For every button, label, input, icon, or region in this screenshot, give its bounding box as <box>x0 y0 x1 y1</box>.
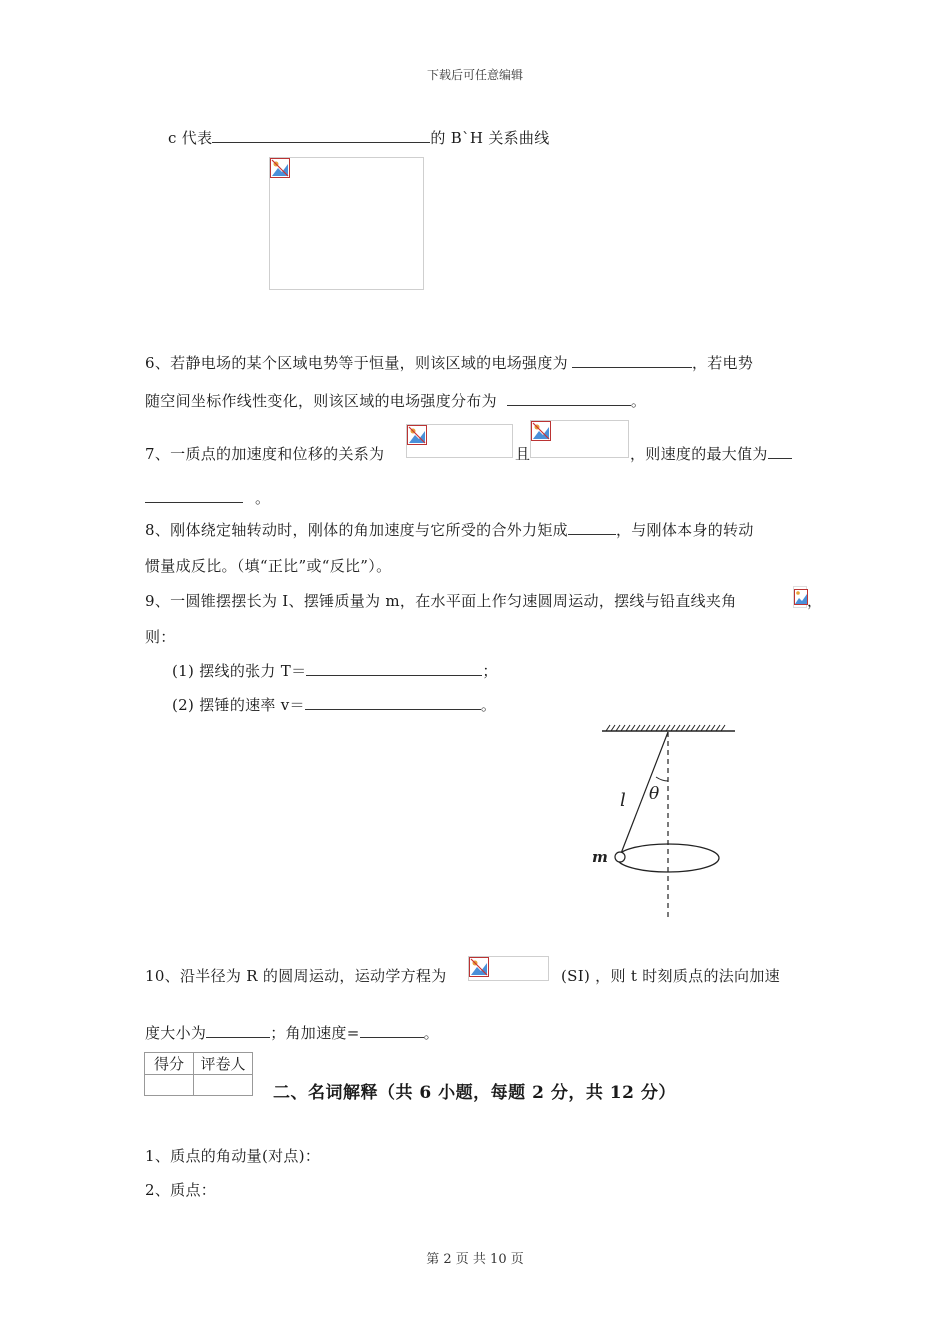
q10-formula-image <box>468 956 549 981</box>
q8-blank[interactable] <box>568 520 616 535</box>
broken-image-icon <box>407 425 427 445</box>
q10-line2 <box>145 1023 439 1043</box>
page-footer: 第 2 页 共 10 页 <box>426 1252 524 1267</box>
q9-sub2-text: (2) 摆锤的速率 v＝ <box>172 696 305 714</box>
q7-text-end: 。 <box>255 489 271 507</box>
q6-text-1: 6、若静电场的某个区域电势等于恒量，则该区域的电场强度为 <box>145 354 568 372</box>
broken-image-icon <box>469 957 489 977</box>
q7-formula-image-2 <box>530 420 629 458</box>
q10-normal-accel-blank[interactable] <box>206 1023 270 1038</box>
q6-text-2: ，若电势 <box>691 354 754 372</box>
q8-text-1: 8、刚体绕定轴转动时，刚体的角加速度与它所受的合外力矩成 <box>145 521 568 539</box>
q7-blank-1[interactable] <box>768 444 792 459</box>
ceiling-hatch <box>606 725 725 731</box>
q9-line1-end: ， <box>807 592 823 610</box>
q9-line1: 9、一圆锥摆摆长为 I、摆锤质量为 m，在水平面上作匀速圆周运动，摆线与铅直线夹角 <box>145 592 737 610</box>
q10-text-1: 度大小为 <box>145 1024 207 1042</box>
q6-line1 <box>145 353 753 373</box>
q9-sub2-end: 。 <box>480 696 497 714</box>
grader-header: 评卷人 <box>194 1053 253 1075</box>
conical-pendulum-figure <box>580 715 750 925</box>
section2-item-1: 1、质点的角动量(对点)： <box>145 1147 321 1165</box>
q6-blank-1[interactable] <box>572 353 692 368</box>
q10-line1-b: (SI) ，则 t 时刻质点的法向加速 <box>561 967 780 985</box>
q9-sub1-end: ； <box>482 662 498 680</box>
pendulum-bob <box>615 852 625 862</box>
q6-blank-2[interactable] <box>507 391 631 406</box>
label-theta: θ <box>649 784 660 804</box>
q7-formula-image-1 <box>406 424 513 458</box>
q6-text-3: 随空间坐标作线性变化，则该区域的电场强度分布为 <box>145 392 497 410</box>
q5c-blank[interactable] <box>212 128 430 143</box>
q7-line1-a: 7、一质点的加速度和位移的关系为 <box>145 445 385 463</box>
score-header: 得分 <box>145 1053 194 1075</box>
q7-line1-mid: 且 <box>515 445 531 463</box>
broken-image-icon <box>531 421 551 441</box>
label-m: m <box>592 848 608 866</box>
q6-text-4: 。 <box>630 392 647 410</box>
q6-line2 <box>145 391 646 411</box>
q9-theta-image <box>793 586 807 608</box>
q7-text-b: ，则速度的最大值为 <box>630 445 768 463</box>
q8-line1 <box>145 520 754 540</box>
grader-cell[interactable] <box>194 1075 253 1096</box>
bh-curve-image <box>269 157 424 290</box>
q7-line2 <box>145 488 270 508</box>
q10-angular-accel-blank[interactable] <box>360 1023 424 1038</box>
q9-sub1 <box>172 661 498 681</box>
q7-blank-2[interactable] <box>145 488 243 503</box>
q5c-prefix: c 代表 <box>168 129 213 147</box>
angle-arc <box>656 777 668 781</box>
q9-speed-blank[interactable] <box>305 695 481 710</box>
q10-text-3: 。 <box>423 1024 439 1042</box>
q8-line2: 惯量成反比。（填“正比”或“反比”）。 <box>145 557 392 575</box>
q9-line2: 则： <box>145 628 176 646</box>
pendulum-string <box>620 732 668 856</box>
q10-line1-a: 10、沿半径为 R 的圆周运动，运动学方程为 <box>145 967 447 985</box>
q10-text-2: ；角加速度= <box>270 1024 360 1042</box>
score-table <box>144 1052 253 1096</box>
section2-item-2: 2、质点： <box>145 1181 217 1199</box>
page-header: 下载后可任意编辑 <box>426 68 523 82</box>
broken-image-icon <box>794 587 808 609</box>
broken-image-icon <box>270 158 290 178</box>
q7-line1-b <box>630 444 792 464</box>
q9-sub1-text: (1) 摆线的张力 T＝ <box>172 662 307 680</box>
score-cell[interactable] <box>145 1075 194 1096</box>
q8-text-2: ，与刚体本身的转动 <box>615 521 754 539</box>
q5c-suffix: 的 B`H 关系曲线 <box>430 129 550 147</box>
label-l: l <box>620 790 626 811</box>
q9-tension-blank[interactable] <box>306 661 482 676</box>
q9-sub2 <box>172 695 496 715</box>
q5c-line <box>168 128 550 148</box>
section2-title: 二、名词解释（共 6 小题，每题 2 分，共 12 分） <box>273 1083 676 1103</box>
